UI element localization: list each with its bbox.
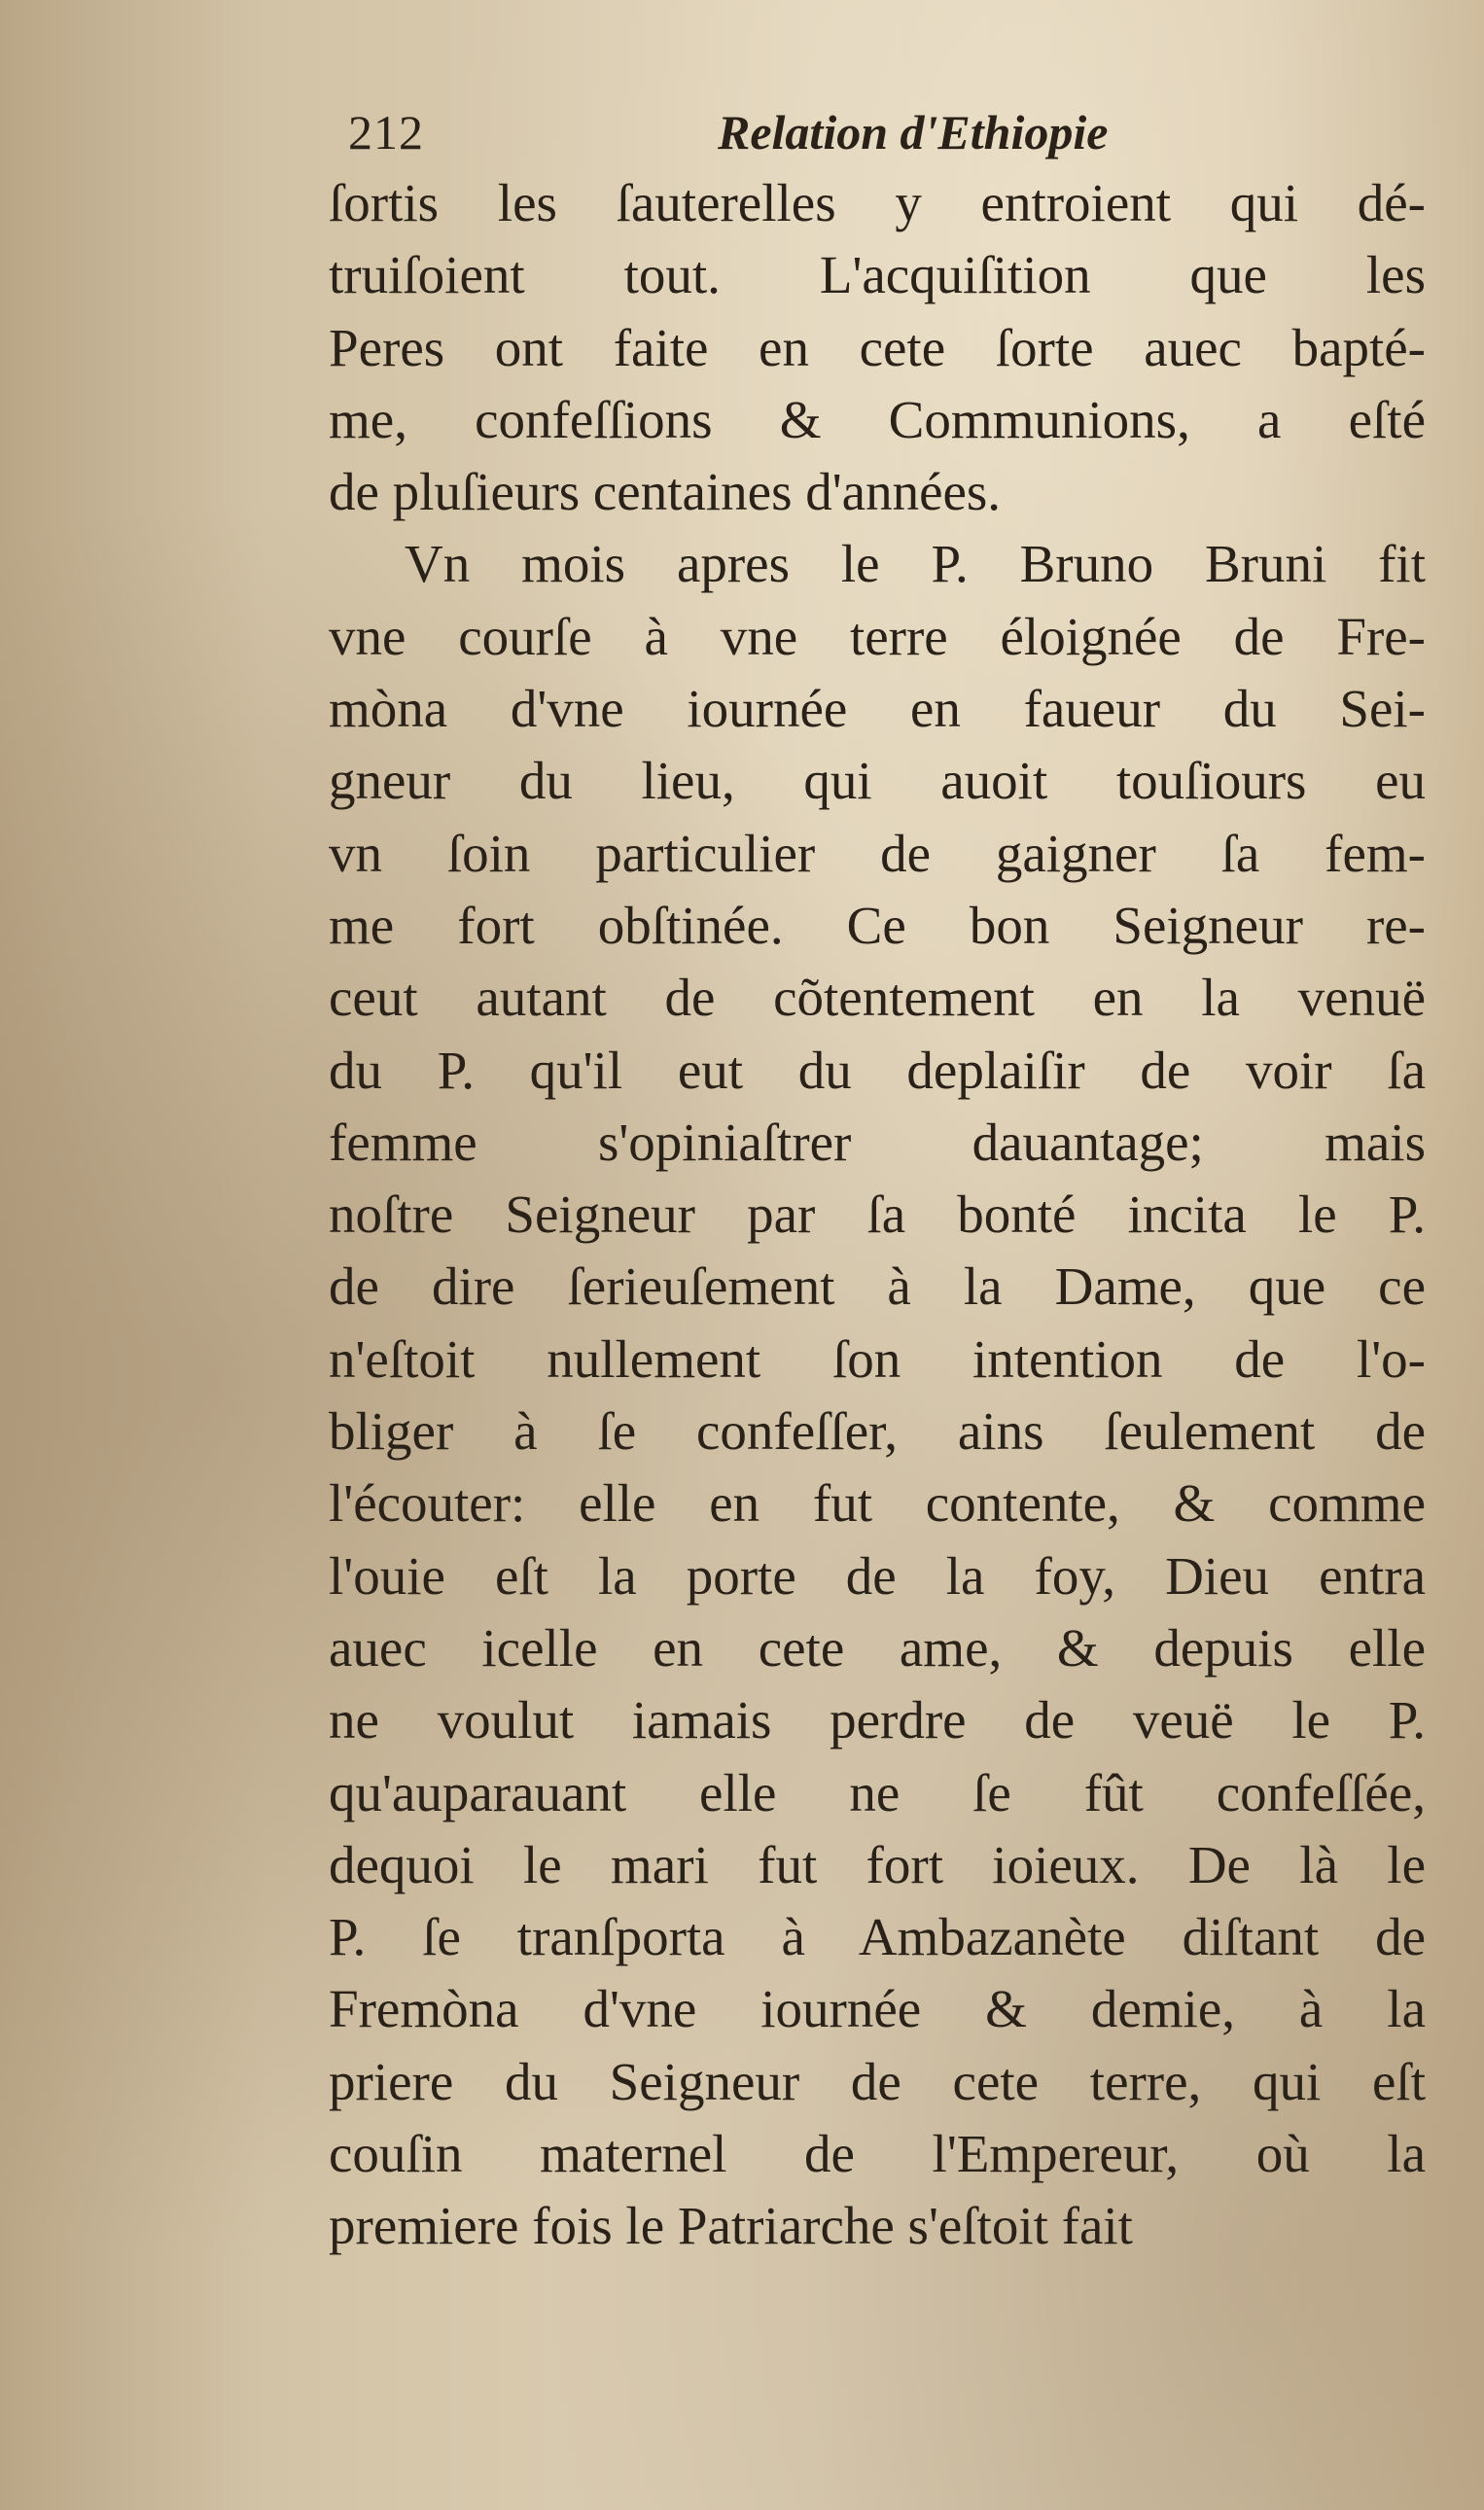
text-line: P. ſe tranſporta à Ambazanète diſtant de <box>329 1907 1426 1967</box>
text-line: bliger à ſe confeſſer, ains ſeulement de <box>329 1401 1426 1462</box>
text-line: me fort obſtinée. Ce bon Seigneur re- <box>329 895 1426 955</box>
text-line: femme s'opiniaſtrer dauantage; mais <box>329 1112 1426 1172</box>
running-title: Relation d'Ethiopie <box>718 105 1109 159</box>
text-line: premiere fois le Patriarche s'eſtoit fait <box>329 2196 1133 2256</box>
text-line: de pluſieurs centaines d'années. <box>329 462 1002 522</box>
text-line: l'écouter: elle en fut contente, & comme <box>329 1473 1426 1534</box>
text-line: priere du Seigneur de cete terre, qui eſt <box>329 2051 1426 2111</box>
text-line: dequoi le mari fut fort ioieux. De là le <box>329 1834 1426 1894</box>
page-number: 212 <box>348 105 424 159</box>
text-line: couſin maternel de l'Empereur, où la <box>329 2124 1426 2184</box>
text-line: vn ſoin particulier de gaigner ſa fem- <box>329 823 1426 883</box>
text-line: truiſoient tout. L'acquiſition que les <box>329 245 1426 305</box>
text-line: gneur du lieu, qui auoit touſiours eu <box>329 751 1426 811</box>
page-header <box>329 97 1426 167</box>
text-block <box>329 97 1426 2263</box>
text-line: qu'auparauant elle ne ſe fût confeſſée, <box>329 1762 1426 1822</box>
text-line: vne courſe à vne terre éloignée de Fre- <box>329 606 1426 666</box>
text-line: auec icelle en cete ame, & depuis elle <box>329 1617 1426 1678</box>
text-line: l'ouie eſt la porte de la foy, Dieu entra <box>329 1545 1426 1606</box>
text-line: ceut autant de cõtentement en la venuë <box>329 968 1426 1028</box>
paragraph-start-line: Vn mois apres le P. Bruno Bruni fit <box>405 534 1426 594</box>
text-line: du P. qu'il eut du deplaiſir de voir ſa <box>329 1040 1426 1100</box>
text-line: de dire ſerieuſement à la Dame, que ce <box>329 1256 1426 1317</box>
text-line: ne voulut iamais perdre de veuë le P. <box>329 1690 1426 1750</box>
text-line: Peres ont faite en cete ſorte auec bapté- <box>329 317 1426 377</box>
text-line: n'eſtoit nullement ſon intention de l'o- <box>329 1328 1426 1389</box>
text-line: Fremòna d'vne iournée & demie, à la <box>329 1979 1426 2039</box>
text-line: mòna d'vne iournée en faueur du Sei- <box>329 679 1426 739</box>
text-line: noſtre Seigneur par ſa bonté incita le P. <box>329 1184 1426 1245</box>
text-line: ſortis les ſauterelles y entroient qui dé- <box>329 173 1426 232</box>
text-line: me, confeſſions & Communions, a eſté <box>329 389 1426 449</box>
